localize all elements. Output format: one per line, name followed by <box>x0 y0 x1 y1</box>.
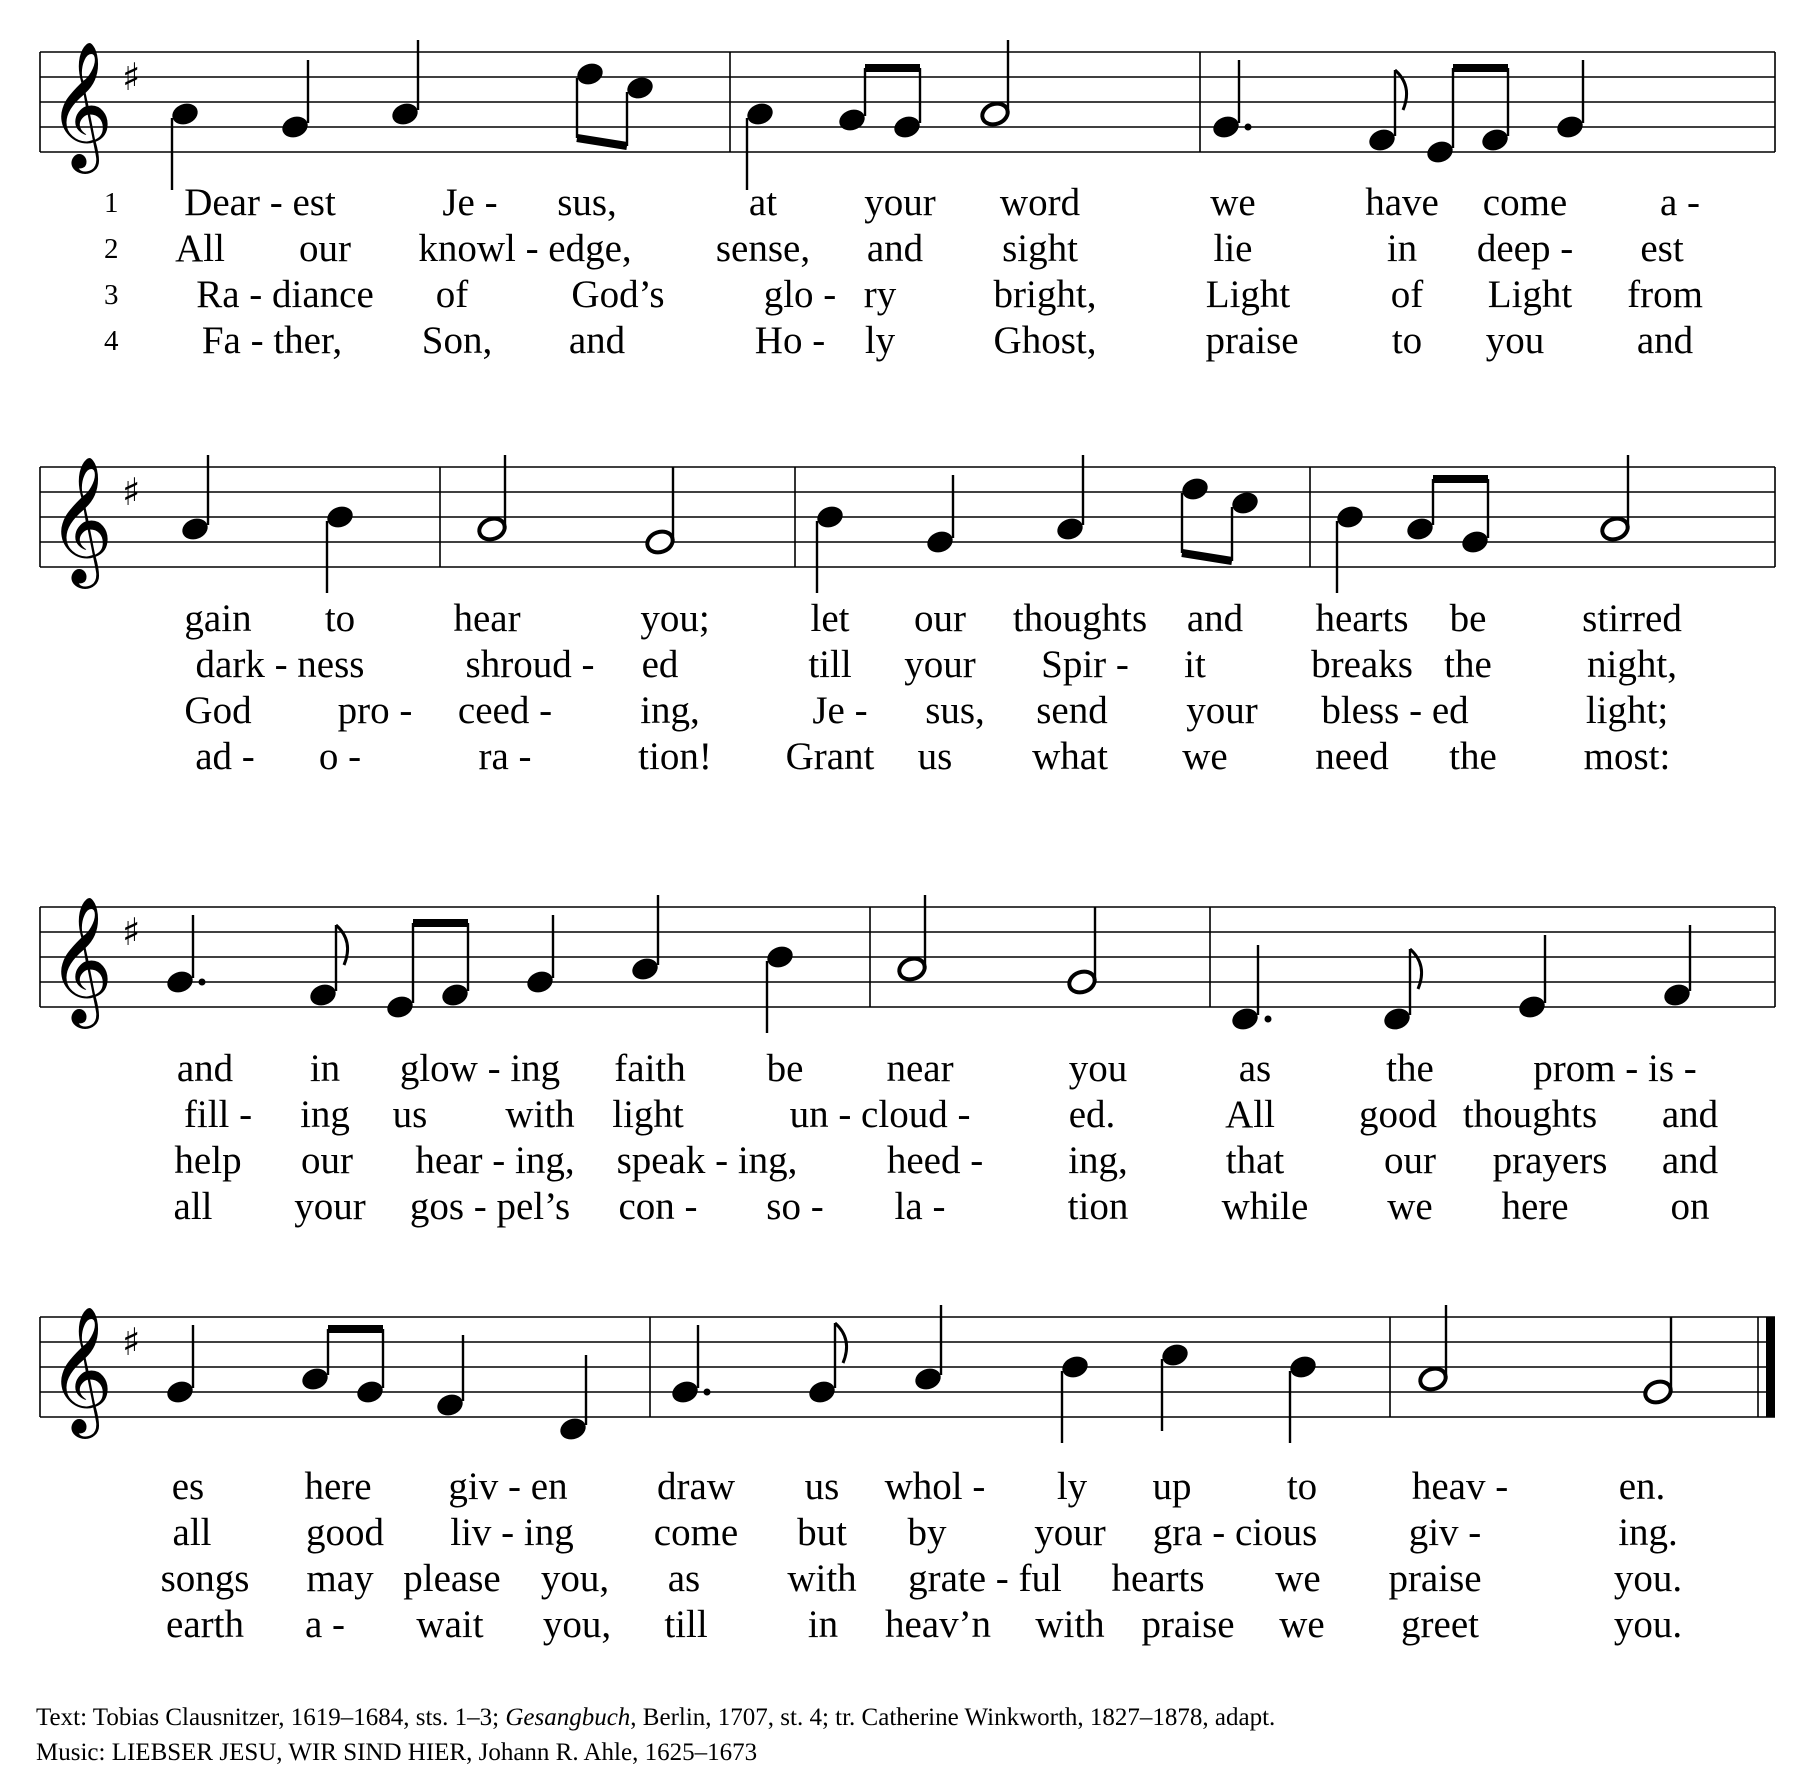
syllable: sense, <box>715 227 811 270</box>
syllable: prom - is - <box>1533 1047 1697 1090</box>
syllable: and <box>1636 319 1694 362</box>
syllable: giv - <box>1408 1511 1482 1554</box>
syllable: Fa - ther, <box>201 319 343 362</box>
verse-2-line-1 <box>0 226 1806 272</box>
syllable: gos - pel’s <box>409 1185 571 1228</box>
verse-4-line-4 <box>0 1602 1806 1648</box>
syllable: of <box>1390 273 1424 316</box>
syllable: o - <box>318 735 362 778</box>
syllable: till <box>808 643 852 686</box>
staff-system-4 <box>0 1305 1806 1433</box>
syllable: our <box>914 597 966 640</box>
syllable: stirred <box>1582 597 1682 640</box>
verse-number: 4 <box>104 325 119 357</box>
verse-3-line-4 <box>0 1556 1806 1602</box>
syllable: hearts <box>1111 1557 1205 1600</box>
verse-3-line-3 <box>0 1138 1806 1184</box>
syllable: our <box>301 1139 353 1182</box>
syllable: ry <box>863 273 897 316</box>
syllable: word <box>999 181 1081 224</box>
syllable: please <box>403 1557 501 1600</box>
syllable: you, <box>540 1557 610 1600</box>
syllable: Je - <box>812 689 868 732</box>
syllable: draw <box>657 1465 735 1508</box>
staff-1-notation <box>0 40 1806 190</box>
syllable: us <box>392 1093 428 1136</box>
syllable: up <box>1152 1465 1192 1508</box>
syllable: ad - <box>195 735 255 778</box>
syllable: sight <box>1002 227 1078 270</box>
syllable: and <box>1661 1139 1719 1182</box>
treble-clef-icon: 𝄞 <box>48 895 114 1023</box>
syllable: wait <box>416 1603 484 1646</box>
verse-2-line-4 <box>0 1510 1806 1556</box>
syllable: ing, <box>1068 1139 1128 1182</box>
syllable: gain <box>184 597 252 640</box>
syllable: Je - <box>442 181 498 224</box>
syllable: liv - ing <box>450 1511 574 1554</box>
sharp-icon: ♯ <box>122 470 141 514</box>
verse-4-line-1 <box>0 318 1806 364</box>
syllable: giv - en <box>448 1465 568 1508</box>
syllable: in <box>309 1047 341 1090</box>
syllable: may <box>306 1557 374 1600</box>
syllable: we <box>1182 735 1228 778</box>
syllable: Dear - est <box>184 181 336 224</box>
syllable: songs <box>160 1557 250 1600</box>
syllable: shroud - <box>465 643 595 686</box>
syllable: it <box>1184 643 1206 686</box>
syllable: you; <box>640 597 710 640</box>
syllable: whol - <box>884 1465 986 1508</box>
syllable: you, <box>542 1603 612 1646</box>
syllable: send <box>1036 689 1108 732</box>
syllable: that <box>1225 1139 1285 1182</box>
syllable: un - cloud - <box>789 1093 971 1136</box>
syllable: your <box>1186 689 1258 732</box>
verse-number: 3 <box>104 279 119 311</box>
syllable: we <box>1275 1557 1321 1600</box>
syllable: ing <box>300 1093 350 1136</box>
syllable: of <box>435 273 469 316</box>
syllable: come <box>1482 181 1568 224</box>
syllable: hearts <box>1315 597 1409 640</box>
syllable: grate - ful <box>908 1557 1062 1600</box>
syllable: us <box>804 1465 840 1508</box>
syllable: ly <box>864 319 896 362</box>
syllable: your <box>904 643 976 686</box>
staff-2-notation <box>0 455 1806 605</box>
credits <box>36 1700 1275 1770</box>
treble-clef-icon: 𝄞 <box>48 455 114 583</box>
syllable: a - <box>304 1603 346 1646</box>
staff-4-notation <box>0 1305 1806 1455</box>
syllable: we <box>1387 1185 1433 1228</box>
syllable: est <box>1640 227 1684 270</box>
syllable: and <box>176 1047 234 1090</box>
syllable: heav’n <box>884 1603 992 1646</box>
syllable: here <box>1501 1185 1569 1228</box>
syllable: most: <box>1583 735 1671 778</box>
treble-clef-icon: 𝄞 <box>48 40 114 168</box>
syllable: knowl - edge, <box>418 227 632 270</box>
syllable: so - <box>766 1185 824 1228</box>
verse-1-line-1 <box>0 180 1806 226</box>
syllable: and <box>1661 1093 1719 1136</box>
syllable: speak - ing, <box>616 1139 798 1182</box>
syllable: be <box>1449 597 1487 640</box>
syllable: in <box>807 1603 839 1646</box>
sharp-icon: ♯ <box>122 910 141 954</box>
syllable: all <box>173 1185 213 1228</box>
staff-system-1 <box>0 40 1806 168</box>
verse-3-line-2 <box>0 688 1806 734</box>
syllable: con - <box>618 1185 698 1228</box>
syllable: tion <box>1067 1185 1129 1228</box>
syllable: fill - <box>183 1093 253 1136</box>
syllable: Son, <box>421 319 493 362</box>
verse-number: 2 <box>104 233 119 265</box>
syllable: All <box>175 227 225 270</box>
staff-3-notation <box>0 895 1806 1045</box>
syllable: with <box>1035 1603 1105 1646</box>
syllable: we <box>1210 181 1256 224</box>
syllable: faith <box>614 1047 686 1090</box>
syllable: hear - ing, <box>415 1139 575 1182</box>
verse-4-line-2 <box>0 734 1806 780</box>
syllable: praise <box>1388 1557 1482 1600</box>
syllable: to <box>1391 319 1423 362</box>
syllable: ing. <box>1618 1511 1678 1554</box>
syllable: our <box>299 227 351 270</box>
syllable: ly <box>1056 1465 1088 1508</box>
text-credit <box>36 1700 1275 1735</box>
syllable: Ghost, <box>993 319 1097 362</box>
syllable: Grant <box>785 735 875 778</box>
syllable: you <box>1485 319 1545 362</box>
syllable: and <box>568 319 626 362</box>
syllable: your <box>1034 1511 1106 1554</box>
syllable: let <box>810 597 850 640</box>
syllable: glo - <box>763 273 837 316</box>
syllable: good <box>306 1511 384 1554</box>
staff-system-3 <box>0 895 1806 1023</box>
syllable: thoughts <box>1462 1093 1598 1136</box>
syllable: greet <box>1401 1603 1479 1646</box>
syllable: at <box>748 181 778 224</box>
syllable: breaks <box>1311 643 1413 686</box>
music-credit: Music: LIEBSER JESU, WIR SIND HIER, Johann R. Ahle, 1625–1673 <box>36 1739 758 1766</box>
syllable: help <box>174 1139 242 1182</box>
syllable: Light <box>1487 273 1573 316</box>
syllable: All <box>1225 1093 1275 1136</box>
syllable: ed. <box>1068 1093 1116 1136</box>
syllable: the <box>1386 1047 1434 1090</box>
verse-number: 1 <box>104 187 119 219</box>
syllable: you. <box>1613 1603 1683 1646</box>
syllable: have <box>1365 181 1439 224</box>
treble-clef-icon: 𝄞 <box>48 1305 114 1433</box>
verse-2-line-3 <box>0 1092 1806 1138</box>
text-credit-suffix: , Berlin, 1707, st. 4; tr. Catherine Winkworth, 1827–1878, adapt. <box>630 1704 1276 1731</box>
syllable: and <box>1186 597 1244 640</box>
syllable: as <box>1238 1047 1272 1090</box>
syllable: God’s <box>571 273 665 316</box>
text-credit-source-title: Gesangbuch <box>505 1704 631 1731</box>
syllable: deep - <box>1476 227 1574 270</box>
syllable: ed <box>641 643 679 686</box>
syllable: you <box>1068 1047 1128 1090</box>
syllable: the <box>1444 643 1492 686</box>
syllable: Ho - <box>754 319 826 362</box>
syllable: come <box>653 1511 739 1554</box>
syllable: Light <box>1205 273 1291 316</box>
syllable: as <box>667 1557 701 1600</box>
syllable: by <box>907 1511 947 1554</box>
syllable: with <box>787 1557 857 1600</box>
verse-2-line-2 <box>0 642 1806 688</box>
syllable: all <box>172 1511 212 1554</box>
syllable: your <box>294 1185 366 1228</box>
syllable: what <box>1032 735 1108 778</box>
syllable: in <box>1386 227 1418 270</box>
syllable: our <box>1384 1139 1436 1182</box>
text-credit-prefix: Text: Tobias Clausnitzer, 1619–1684, sts. 1–3; <box>36 1704 500 1731</box>
syllable: es <box>171 1465 205 1508</box>
syllable: with <box>505 1093 575 1136</box>
syllable: dark - ness <box>195 643 365 686</box>
syllable: but <box>797 1511 847 1554</box>
syllable: earth <box>166 1603 244 1646</box>
syllable: gra - cious <box>1152 1511 1318 1554</box>
syllable: from <box>1627 273 1703 316</box>
syllable: bright, <box>993 273 1097 316</box>
syllable: hear <box>453 597 521 640</box>
syllable: sus, <box>557 181 617 224</box>
syllable: pro - <box>337 689 413 732</box>
syllable: prayers <box>1492 1139 1608 1182</box>
syllable: praise <box>1141 1603 1235 1646</box>
verse-4-line-3 <box>0 1184 1806 1230</box>
syllable: the <box>1449 735 1497 778</box>
syllable: here <box>304 1465 372 1508</box>
syllable: praise <box>1205 319 1299 362</box>
syllable: thoughts <box>1012 597 1148 640</box>
syllable: need <box>1315 735 1389 778</box>
syllable: good <box>1359 1093 1437 1136</box>
sharp-icon: ♯ <box>122 55 141 99</box>
syllable: tion! <box>638 735 712 778</box>
syllable: ceed - <box>457 689 553 732</box>
syllable: you. <box>1613 1557 1683 1600</box>
syllable: heed - <box>886 1139 984 1182</box>
syllable: la - <box>894 1185 946 1228</box>
syllable: en. <box>1618 1465 1666 1508</box>
syllable: Spir - <box>1041 643 1129 686</box>
verse-1-line-3 <box>0 1046 1806 1092</box>
syllable: Ra - diance <box>196 273 374 316</box>
syllable: night, <box>1587 643 1677 686</box>
final-barline <box>1766 1317 1775 1417</box>
syllable: light <box>612 1093 684 1136</box>
verse-3-line-1 <box>0 272 1806 318</box>
syllable: till <box>664 1603 708 1646</box>
syllable: be <box>766 1047 804 1090</box>
staff-system-2 <box>0 455 1806 583</box>
syllable: and <box>866 227 924 270</box>
sharp-icon: ♯ <box>122 1320 141 1364</box>
syllable: light; <box>1585 689 1669 732</box>
syllable: on <box>1670 1185 1710 1228</box>
syllable: your <box>864 181 936 224</box>
verse-1-line-4 <box>0 1464 1806 1510</box>
syllable: near <box>886 1047 954 1090</box>
syllable: God <box>184 689 252 732</box>
syllable: ra - <box>478 735 532 778</box>
verse-1-line-2 <box>0 596 1806 642</box>
syllable: we <box>1279 1603 1325 1646</box>
syllable: while <box>1221 1185 1309 1228</box>
syllable: bless - ed <box>1321 689 1469 732</box>
syllable: a - <box>1659 181 1701 224</box>
syllable: to <box>1286 1465 1318 1508</box>
syllable: lie <box>1213 227 1253 270</box>
syllable: heav - <box>1411 1465 1509 1508</box>
syllable: sus, <box>925 689 985 732</box>
syllable: to <box>324 597 356 640</box>
syllable: us <box>917 735 953 778</box>
syllable: glow - ing <box>399 1047 561 1090</box>
syllable: ing, <box>640 689 700 732</box>
